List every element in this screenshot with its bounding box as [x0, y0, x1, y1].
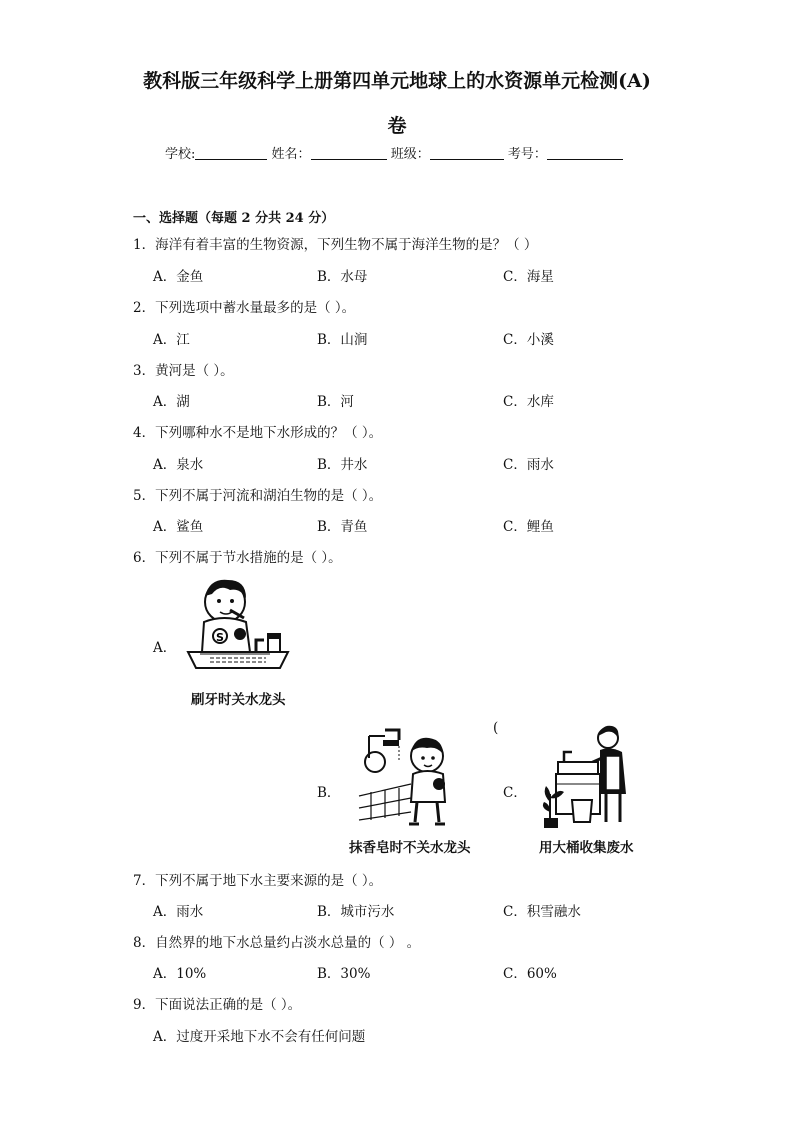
question-3: 3．黄河是（ ）。: [133, 363, 234, 379]
brushing-teeth-illustration: [180, 574, 295, 674]
q8-option-c[interactable]: C．60%: [503, 966, 557, 982]
q8-option-b[interactable]: B．30%: [317, 966, 371, 982]
q9-option-a[interactable]: A．过度开采地下水不会有任何问题: [153, 1029, 366, 1045]
q7-option-a[interactable]: A．雨水: [153, 904, 204, 920]
svg-text:S: S: [216, 631, 224, 644]
q4-option-a[interactable]: A．泉水: [153, 457, 204, 473]
q1-option-a[interactable]: A．金鱼: [153, 269, 204, 285]
q4-option-b[interactable]: B．井水: [317, 457, 368, 473]
q6-caption-c: 用大桶收集废水: [539, 840, 634, 856]
exam-title: 教科版三年级科学上册第四单元地球上的水资源单元检测(A): [143, 70, 651, 92]
q6-caption-b: 抹香皂时不关水龙头: [349, 840, 471, 856]
bucket-collecting-waste-water-illustration: [542, 722, 642, 830]
q6-option-b[interactable]: B．: [317, 785, 341, 801]
q6-option-a[interactable]: A．: [153, 640, 177, 656]
exam-number-label: 考号：: [507, 147, 547, 162]
student-info-line: [165, 143, 623, 162]
question-8: 8．自然界的地下水总量约占淡水总量的（ ） 。: [133, 935, 421, 951]
q2-option-b[interactable]: B．山涧: [317, 332, 368, 348]
q7-option-b[interactable]: B．城市污水: [317, 904, 395, 920]
exam-title-continued: 卷: [387, 115, 407, 137]
q1-option-c[interactable]: C．海星: [503, 269, 554, 285]
q1-option-b[interactable]: B．水母: [317, 269, 368, 285]
q3-option-a[interactable]: A．湖: [153, 394, 190, 410]
class-blank[interactable]: [430, 146, 504, 160]
question-4: 4．下列哪种水不是地下水形成的？（ ）。: [133, 425, 383, 441]
q4-option-c[interactable]: C．雨水: [503, 457, 554, 473]
q6-option-c[interactable]: C．: [503, 785, 527, 801]
q5-option-a[interactable]: A．鲨鱼: [153, 519, 204, 535]
name-label: 姓名：: [271, 147, 311, 162]
question-6: 6．下列不属于节水措施的是（ ）。: [133, 550, 342, 566]
section-heading: 一、选择题（每题 2 分共 24 分）: [133, 211, 335, 226]
class-label: 班级：: [390, 147, 430, 162]
question-9: 9．下面说法正确的是（ ）。: [133, 997, 302, 1013]
stray-bracket-mark: (: [493, 720, 499, 736]
q2-option-c[interactable]: C．小溪: [503, 332, 554, 348]
name-blank[interactable]: [311, 146, 387, 160]
question-5: 5．下列不属于河流和湖泊生物的是（ ）。: [133, 488, 383, 504]
q2-option-a[interactable]: A．江: [153, 332, 190, 348]
q5-option-b[interactable]: B．青鱼: [317, 519, 368, 535]
question-7: 7．下列不属于地下水主要来源的是（ ）。: [133, 873, 383, 889]
question-2: 2．下列选项中蓄水量最多的是（ ）。: [133, 300, 356, 316]
q3-option-c[interactable]: C．水库: [503, 394, 554, 410]
school-blank[interactable]: [195, 146, 267, 160]
q8-option-a[interactable]: A．10%: [153, 966, 207, 982]
q5-option-c[interactable]: C．鲤鱼: [503, 519, 554, 535]
soap-with-tap-running-illustration: [355, 722, 455, 830]
q3-option-b[interactable]: B．河: [317, 394, 354, 410]
question-1: 1．海洋有着丰富的生物资源，下列生物不属于海洋生物的是？（ ）: [133, 237, 538, 253]
q6-caption-a: 刷牙时关水龙头: [191, 692, 286, 708]
q7-option-c[interactable]: C．积雪融水: [503, 904, 581, 920]
exam-number-blank[interactable]: [547, 146, 623, 160]
school-label: 学校:: [165, 147, 196, 162]
